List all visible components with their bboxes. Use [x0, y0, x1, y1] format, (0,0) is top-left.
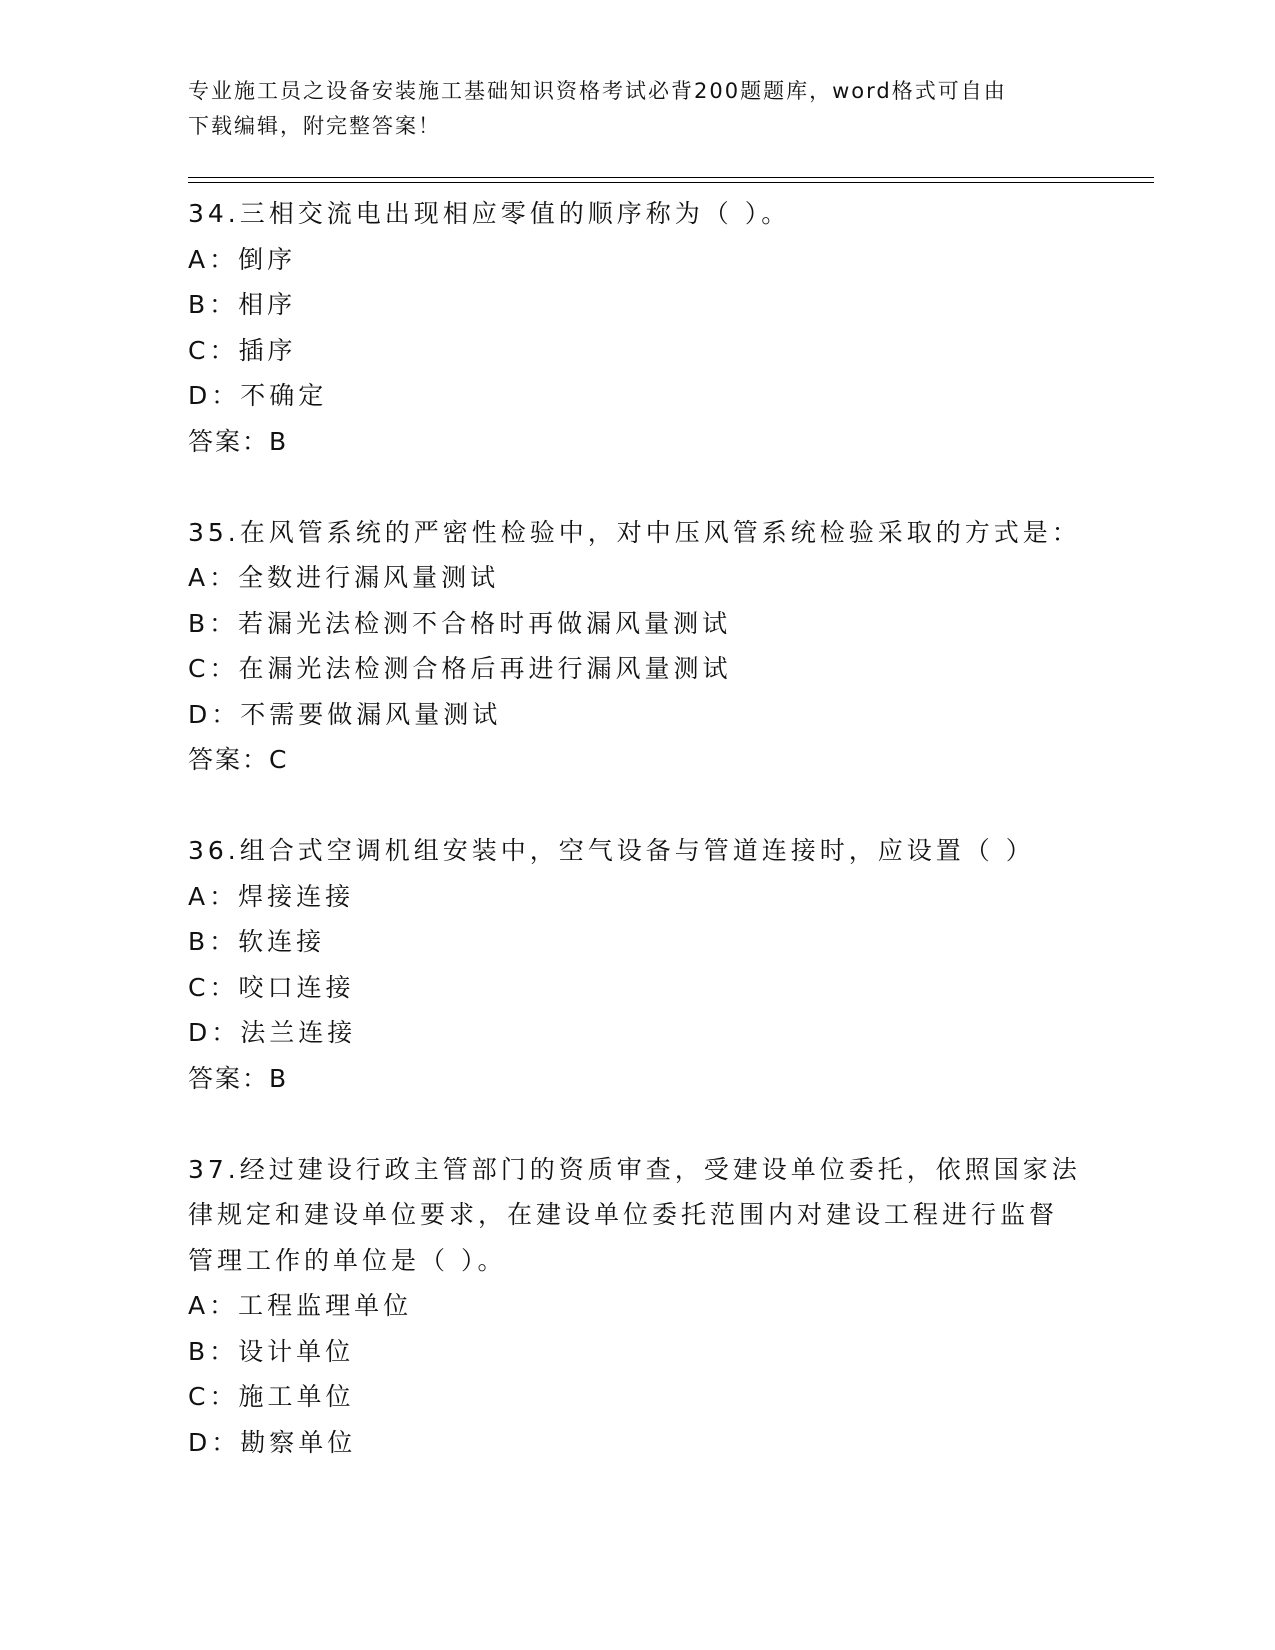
answer-label: 答案：B — [188, 426, 289, 456]
question-stem-line-3: 管理工作的单位是（ ）。 — [188, 1245, 507, 1275]
option-c: C：施工单位 — [188, 1382, 355, 1411]
question-spacer — [188, 464, 1088, 510]
document-header — [188, 74, 1068, 144]
question-34 — [188, 191, 1088, 464]
question-stem: 35.在风管系统的严密性检验中，对中压风管系统检验采取的方式是： — [188, 517, 1081, 547]
question-stem-line-2: 律规定和建设单位要求，在建设单位委托范围内对建设工程进行监督 — [188, 1200, 1059, 1229]
option-a: A：全数进行漏风量测试 — [188, 563, 500, 592]
question-stem-line-1: 37.经过建设行政主管部门的资质审查，受建设单位委托，依照国家法 — [188, 1154, 1081, 1184]
answer-label: 答案：B — [188, 1063, 289, 1093]
option-c: C：咬口连接 — [188, 972, 355, 1002]
question-list — [188, 191, 1088, 1465]
header-divider-bottom — [188, 182, 1154, 183]
option-b: B：相序 — [188, 290, 297, 319]
question-36 — [188, 828, 1088, 1101]
option-b: B：若漏光法检测不合格时再做漏风量测试 — [188, 608, 732, 638]
option-b: B：设计单位 — [188, 1336, 355, 1366]
option-d: D：不需要做漏风量测试 — [188, 699, 502, 729]
option-b: B：软连接 — [188, 927, 326, 956]
question-stem: 36.组合式空调机组安装中，空气设备与管道连接时，应设置（ ） — [188, 836, 1035, 865]
question-spacer — [188, 1101, 1088, 1147]
question-stem: 34.三相交流电出现相应零值的顺序称为（ ）。 — [188, 199, 791, 228]
option-d: D：不确定 — [188, 381, 328, 410]
option-a: A：焊接连接 — [188, 881, 355, 911]
option-c: C：在漏光法检测合格后再进行漏风量测试 — [188, 654, 732, 683]
header-title-line-1: 专业施工员之设备安装施工基础知识资格考试必背200题题库，word格式可自由 — [188, 79, 1007, 103]
option-a: A：工程监理单位 — [188, 1291, 413, 1320]
question-35 — [188, 510, 1088, 783]
question-37 — [188, 1147, 1088, 1466]
option-c: C：插序 — [188, 335, 297, 365]
answer-label: 答案：C — [188, 745, 289, 774]
header-title-line-2: 下载编辑，附完整答案！ — [188, 114, 441, 138]
option-d: D：法兰连接 — [188, 1018, 357, 1047]
option-a: A：倒序 — [188, 244, 297, 274]
option-d: D：勘察单位 — [188, 1427, 357, 1457]
question-spacer — [188, 783, 1088, 829]
header-divider-top — [188, 177, 1154, 178]
